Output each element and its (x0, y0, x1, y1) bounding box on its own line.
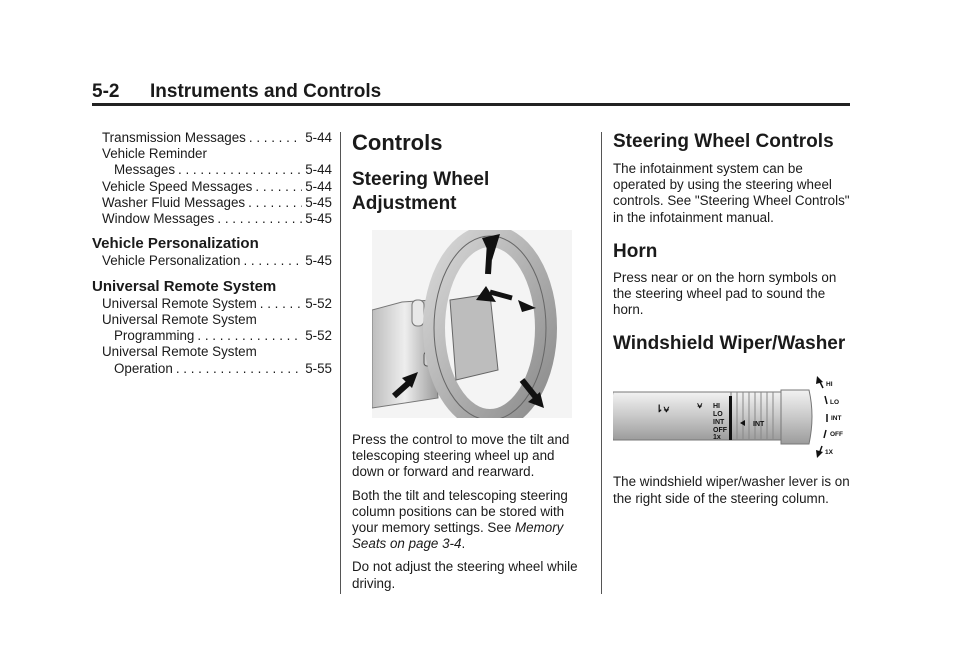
side-label-lo: LO (830, 399, 840, 407)
steering-controls-heading: Steering Wheel Controls (613, 131, 834, 152)
section-number: 5-2 (92, 81, 120, 102)
toc-column (92, 130, 332, 377)
toc-heading-universal-remote: Universal Remote System (92, 277, 277, 295)
lever-label-off: OFF (713, 427, 727, 435)
steering-adjust-p1: Press the control to move the tilt and telescoping steering wheel up and down or forward and rearward. (352, 432, 570, 480)
lever-label-hi: HI (713, 403, 720, 411)
steering-controls-p1: The infotainment system can be operated by using the steering wheel controls. See "Steering Wheel Controls" in the infotainment manual. (613, 161, 850, 225)
chapter-title: Instruments and Controls (150, 81, 382, 102)
horn-heading: Horn (613, 240, 658, 262)
toc-entry[interactable]: Universal Remote System (102, 344, 257, 360)
steering-adjust-heading: Steering Wheel Adjustment (352, 169, 490, 214)
toc-entry[interactable]: Universal Remote System (102, 312, 257, 328)
wiper-lever-illustration (613, 374, 853, 462)
steering-adjust-p2: Both the tilt and telescoping steering column positions can be stored with your memory settings. See Memory Seats on page 3-4. (352, 487, 568, 552)
lever-label-1x: 1x (713, 434, 721, 442)
column-divider-2 (601, 132, 602, 594)
column-divider-1 (340, 132, 341, 594)
lever-label-lo: LO (713, 411, 723, 419)
toc-entry[interactable]: Window Messages . . . 5-45 (92, 211, 332, 227)
side-label-int: INT (831, 415, 842, 423)
toc-entry[interactable]: Vehicle Reminder (102, 146, 207, 162)
header-rule (92, 103, 850, 106)
wiper-heading: Windshield Wiper/Washer (613, 333, 846, 355)
toc-entry[interactable]: Vehicle Personalization . . . 5-45 (92, 253, 332, 269)
steering-adjust-p3: Do not adjust the steering wheel while driving. (352, 559, 578, 591)
toc-entry[interactable]: Transmission Messages . . . 5-44 (92, 130, 332, 146)
toc-entry[interactable]: Washer Fluid Messages . . . 5-45 (92, 195, 332, 211)
side-label-1x: 1X (825, 449, 833, 457)
steering-wheel-illustration (372, 230, 588, 418)
controls-heading: Controls (352, 130, 443, 155)
toc-entry[interactable]: Operation . . . 5-55 (92, 361, 332, 377)
horn-p1: Press near or on the horn symbols on the steering wheel pad to sound the horn. (613, 269, 837, 318)
svg-text:⇂⍱: ⇂⍱ (655, 404, 670, 416)
svg-text:⍱: ⍱ (697, 400, 703, 411)
ring-label-int: INT (753, 421, 765, 429)
right-column (613, 130, 853, 507)
toc-entry[interactable]: Universal Remote System . . . 5-52 (92, 296, 332, 312)
toc-heading-vehicle-personalization: Vehicle Personalization (92, 235, 259, 253)
lever-label-int: INT (713, 419, 725, 427)
toc-entry[interactable]: Programming . . . 5-52 (92, 328, 332, 344)
controls-column (352, 130, 588, 592)
toc-entry[interactable]: Vehicle Speed Messages . . . 5-44 (92, 179, 332, 195)
side-label-off: OFF (830, 431, 843, 439)
side-label-hi: HI (826, 381, 833, 389)
toc-entry[interactable]: Messages . . . 5-44 (92, 162, 332, 178)
page-header (92, 80, 850, 106)
memory-seats-link[interactable]: Memory Seats on page 3-4 (352, 520, 564, 552)
wiper-p1: The windshield wiper/washer lever is on the right side of the steering column. (613, 474, 850, 506)
